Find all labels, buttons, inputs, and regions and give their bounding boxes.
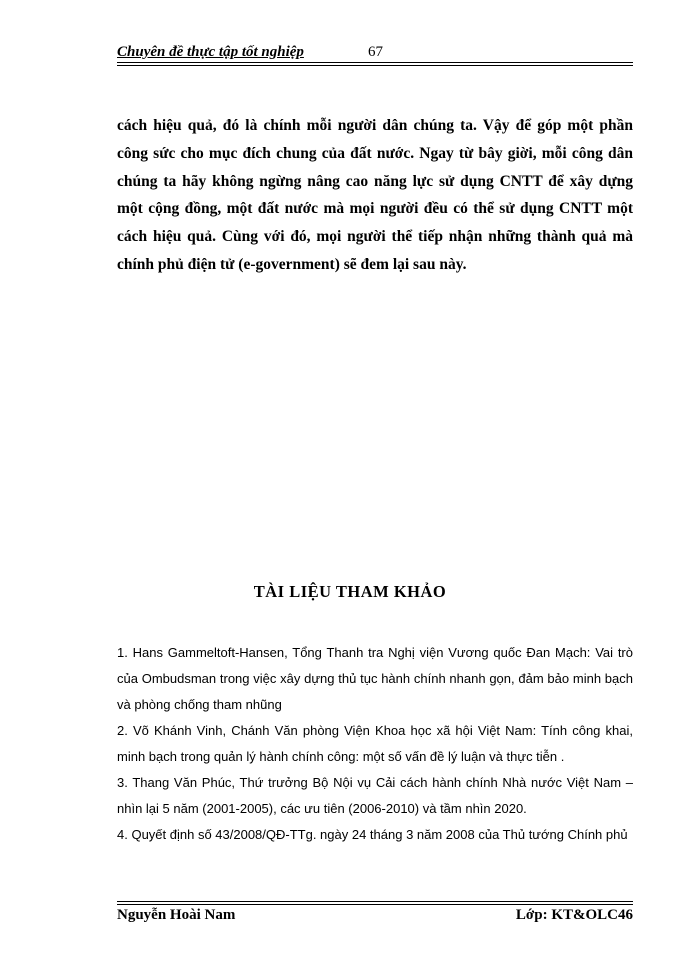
footer-author: Nguyễn Hoài Nam — [117, 907, 236, 923]
footer-class: Lớp: KT&OLC46 — [515, 907, 633, 923]
header-rule-top — [117, 62, 633, 63]
page-header — [117, 44, 633, 60]
reference-item: 4. Quyết định số 43/2008/QĐ-TTg. ngày 24 tháng 3 năm 2008 của Thủ tướng Chính phủ — [117, 827, 628, 842]
references-title: TÀI LIỆU THAM KHẢO — [253, 582, 447, 601]
references-list — [117, 640, 633, 848]
reference-item: 3. Thang Văn Phúc, Thứ trưởng Bộ Nội vụ Cải cách hành chính Nhà nước Việt Nam – nhìn lại 5 năm (2001-2005), các ưu tiên (2006-2010) và tầm nhìn 2020. — [117, 775, 633, 816]
page-number: 67 — [368, 44, 383, 60]
reference-item: 1. Hans Gammeltoft-Hansen, Tổng Thanh tra Nghị viện Vương quốc Đan Mạch: Vai trò của Ombudsman trong việc xây dựng thủ tục hành chính nhanh gọn, đảm bảo minh bạch và phòng chống tham nhũng — [117, 645, 633, 712]
header-rule-bottom — [117, 65, 633, 66]
header-title: Chuyên đề thực tập tốt nghiệp — [117, 44, 304, 60]
reference-item: 2. Võ Khánh Vinh, Chánh Văn phòng Viện Khoa học xã hội Việt Nam: Tính công khai, minh bạch trong quản lý hành chính công: một số vấn đề lý luận và thực tiễn . — [117, 723, 633, 764]
footer-rule-bottom — [117, 904, 633, 905]
body-paragraph: cách hiệu quả, đó là chính mỗi người dân chúng ta. Vậy để góp một phần công sức cho mục đích chung của đất nước. Ngay từ bây giời, mỗi công dân chúng ta hãy không ngừng nâng cao năng lực sử dụng CNTT để xây dựng một cộng đồng, một đất nước mà mọi người đều có thể sử dụng CNTT một cách hiệu quả. Cùng với đó, mọi người thể tiếp nhận những thành quả mà chính phủ điện tử (e-government) sẽ đem lại sau này. — [117, 117, 633, 273]
footer-rule-top — [117, 901, 633, 902]
